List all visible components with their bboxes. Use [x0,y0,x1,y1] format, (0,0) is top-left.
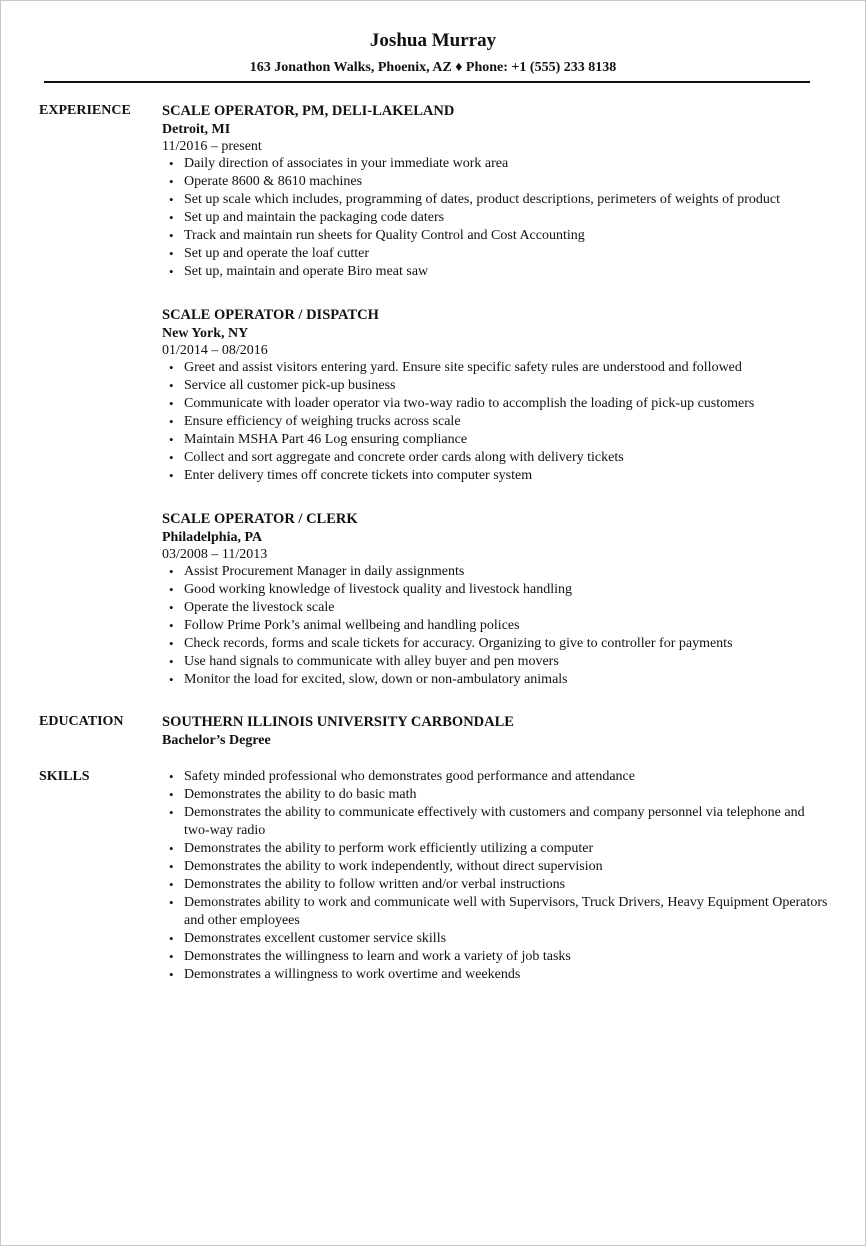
job-bullet: • Use hand signals to communicate with alley buyer and pen movers [162,653,829,671]
skills-label: SKILLS [39,769,90,784]
job-bullet: • Collect and sort aggregate and concrete order cards along with delivery tickets [162,449,829,467]
job-bullet: • Ensure efficiency of weighing trucks across scale [162,413,829,431]
skill-item: • Demonstrates the ability to communicate effectively with customers and company personnel via telephone and two-way radio [162,804,829,840]
skills-list [162,768,829,984]
job-entry [162,306,829,485]
experience-label: EXPERIENCE [39,103,131,118]
job-title: SCALE OPERATOR, PM, DELI-LAKELAND [162,103,455,119]
job-dates: 01/2014 – 08/2016 [162,343,268,358]
job-bullet: • Set up scale which includes, programming of dates, product descriptions, perimeters of weights of product [162,191,829,209]
job-location: Detroit, MI [162,122,231,137]
job-title: SCALE OPERATOR / CLERK [162,511,358,527]
job-entry [162,102,829,281]
job-bullet: • Greet and assist visitors entering yard. Ensure site specific safety rules are understood and followed [162,359,829,377]
job-bullets [162,359,829,485]
job-location: New York, NY [162,326,249,341]
job-title: SCALE OPERATOR / DISPATCH [162,307,379,323]
job-location: Philadelphia, PA [162,530,263,545]
job-bullet: • Set up and operate the loaf cutter [162,245,829,263]
job-dates: 03/2008 – 11/2013 [162,547,268,562]
job-bullets [162,563,829,689]
header-divider [44,81,810,83]
job-bullet: • Operate the livestock scale [162,599,829,617]
job-bullet: • Monitor the load for excited, slow, down or non-ambulatory animals [162,671,829,689]
contact-line: 163 Jonathon Walks, Phoenix, AZ ♦ Phone: +1 (555) 233 8138 [249,60,617,75]
job-entry [162,510,829,689]
job-bullet: • Enter delivery times off concrete tickets into computer system [162,467,829,485]
job-bullet: • Service all customer pick-up business [162,377,829,395]
job-bullet: • Communicate with loader operator via two-way radio to accomplish the loading of pick-up customers [162,395,829,413]
job-bullet: • Maintain MSHA Part 46 Log ensuring compliance [162,431,829,449]
job-bullet: • Set up and maintain the packaging code daters [162,209,829,227]
skill-item: • Demonstrates ability to work and communicate well with Supervisors, Truck Drivers, Heavy Equipment Operators and other employees [162,894,829,930]
skill-item: • Safety minded professional who demonstrates good performance and attendance [162,768,829,786]
candidate-name: Joshua Murray [369,30,497,51]
skill-item: • Demonstrates the ability to follow written and/or verbal instructions [162,876,829,894]
school-name: SOUTHERN ILLINOIS UNIVERSITY CARBONDALE [162,714,514,730]
job-bullet: • Daily direction of associates in your immediate work area [162,155,829,173]
skill-item: • Demonstrates excellent customer service skills [162,930,829,948]
resume-header [1,1,865,76]
job-bullet: • Check records, forms and scale tickets for accuracy. Organizing to give to controller for payments [162,635,829,653]
job-bullet: • Good working knowledge of livestock quality and livestock handling [162,581,829,599]
job-bullet: • Operate 8600 & 8610 machines [162,173,829,191]
skill-item: • Demonstrates the ability to do basic math [162,786,829,804]
job-bullets [162,155,829,281]
job-bullet: • Set up, maintain and operate Biro meat saw [162,263,829,281]
skill-item: • Demonstrates the willingness to learn and work a variety of job tasks [162,948,829,966]
job-dates: 11/2016 – present [162,139,262,154]
job-bullet: • Assist Procurement Manager in daily assignments [162,563,829,581]
degree: Bachelor’s Degree [162,733,271,748]
skill-item: • Demonstrates the ability to perform work efficiently utilizing a computer [162,840,829,858]
education-label: EDUCATION [39,714,124,729]
job-bullet: • Follow Prime Pork’s animal wellbeing and handling polices [162,617,829,635]
experience-section [39,102,829,689]
skill-item: • Demonstrates the ability to work independently, without direct supervision [162,858,829,876]
job-bullet: • Track and maintain run sheets for Quality Control and Cost Accounting [162,227,829,245]
skills-section [39,768,829,984]
skill-item: • Demonstrates a willingness to work overtime and weekends [162,966,829,984]
education-section [39,713,829,750]
